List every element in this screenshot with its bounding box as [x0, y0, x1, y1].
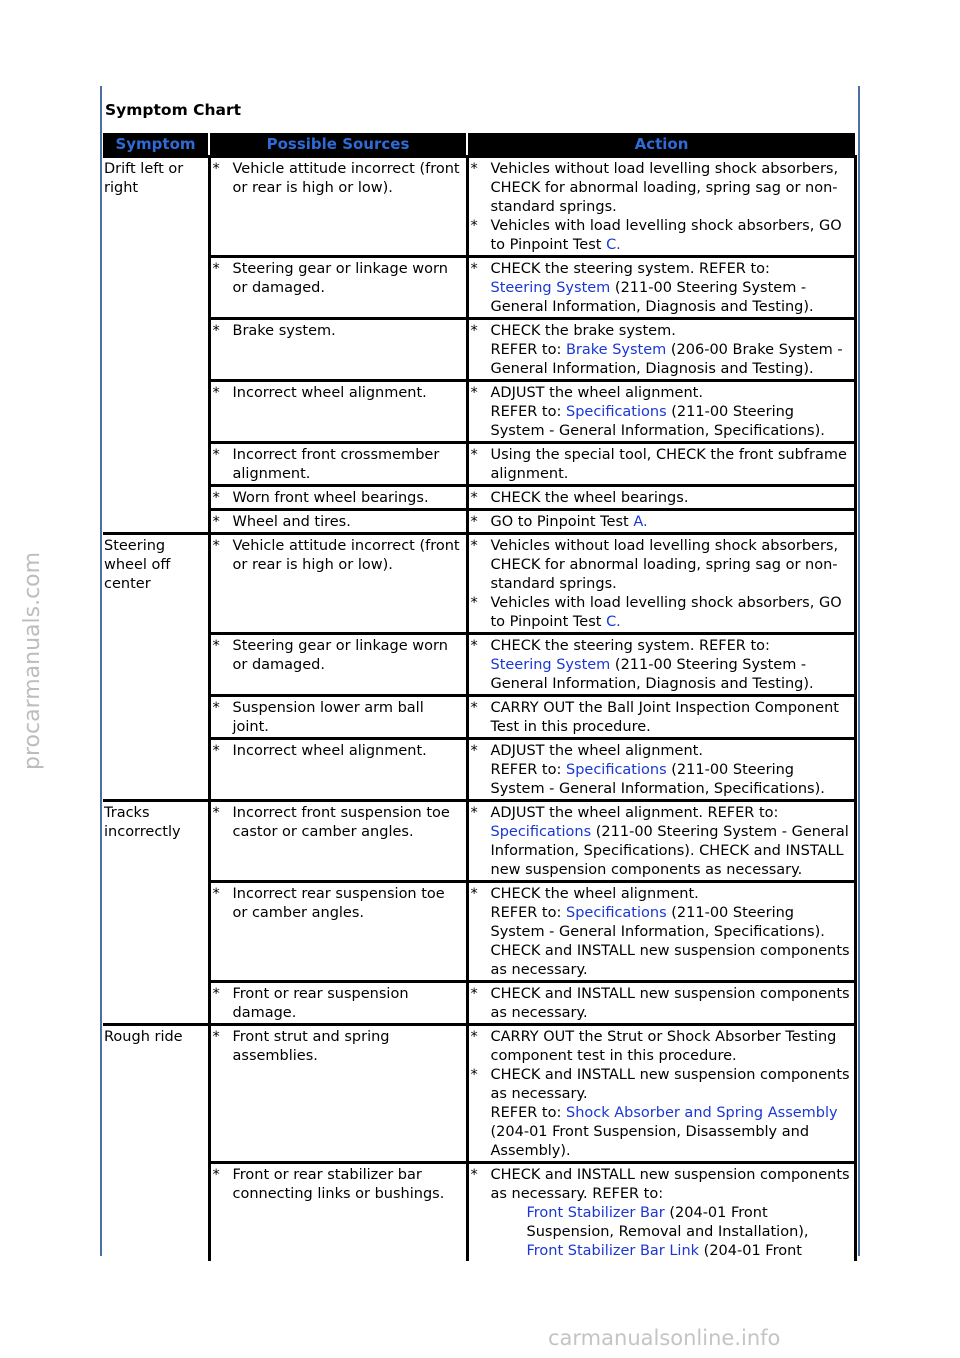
header-action: Action [467, 133, 855, 157]
source-cell: * Vehicle attitude incorrect (front or rear is high or low). [209, 534, 467, 634]
symptom-cell: Tracks incorrectly [103, 801, 209, 1025]
table-row [103, 510, 855, 534]
page-title: Symptom Chart [105, 101, 242, 119]
action-cell: * CHECK the wheel bearings. [467, 486, 855, 510]
action-cell: * CHECK the steering system. REFER to: Steering System (211-00 Steering System - General Information, Diagnosis and Testing). [467, 634, 855, 696]
specifications-link[interactable]: Specifications [490, 824, 592, 840]
table-row [103, 319, 855, 381]
table-row [103, 982, 855, 1025]
source-cell: * Wheel and tires. [209, 510, 467, 534]
shock-absorber-link[interactable]: Shock Absorber and Spring Assembly [565, 1105, 838, 1121]
table-row [103, 801, 855, 882]
source-cell: * Brake system. [209, 319, 467, 381]
side-watermark: procarmanuals.com [20, 551, 45, 770]
action-cell: * ADJUST the wheel alignment. REFER to: Specifications (211-00 Steering System - General Information, Specifications). CHECK and INSTALL new suspension components as necessary. [467, 801, 855, 882]
action-cell: * CHECK and INSTALL new suspension components as necessary. [467, 982, 855, 1025]
source-cell: * Steering gear or linkage worn or damaged. [209, 257, 467, 319]
source-cell: * Worn front wheel bearings. [209, 486, 467, 510]
table-row [103, 696, 855, 739]
action-cell: * CHECK the brake system. REFER to: Brake System (206-00 Brake System - General Information, Diagnosis and Testing). [467, 319, 855, 381]
action-cell: * Vehicles without load levelling shock absorbers, CHECK for abnormal loading, spring sag or non-standard springs. * Vehicles with load levelling shock absorbers, GO to Pinpoint Test C. [467, 534, 855, 634]
pinpoint-test-link[interactable]: C. [606, 237, 621, 253]
steering-system-link[interactable]: Steering System [490, 280, 611, 296]
action-cell: * Using the special tool, CHECK the front subframe alignment. [467, 443, 855, 486]
action-cell: * GO to Pinpoint Test A. [467, 510, 855, 534]
header-symptom: Symptom [103, 133, 209, 157]
source-cell: * Suspension lower arm ball joint. [209, 696, 467, 739]
source-cell: * Steering gear or linkage worn or damaged. [209, 634, 467, 696]
table-row [103, 534, 855, 634]
action-cell: * CHECK the wheel alignment. REFER to: Specifications (211-00 Steering System - General Information, Specifications). CHECK and INSTALL new suspension components as necessary. [467, 882, 855, 982]
source-cell: * Vehicle attitude incorrect (front or rear is high or low). [209, 157, 467, 257]
action-cell: * CARRY OUT the Ball Joint Inspection Component Test in this procedure. [467, 696, 855, 739]
page-left-rule [100, 86, 102, 1256]
symptom-cell: Steering wheel off center [103, 534, 209, 801]
pinpoint-test-link[interactable]: C. [606, 614, 621, 630]
table-row [103, 1025, 855, 1163]
table-row [103, 882, 855, 982]
source-cell: * Front or rear suspension damage. [209, 982, 467, 1025]
action-cell: * ADJUST the wheel alignment. REFER to: Specifications (211-00 Steering System - General Information, Specifications). [467, 381, 855, 443]
table-row [103, 257, 855, 319]
source-cell: * Incorrect wheel alignment. [209, 381, 467, 443]
specifications-link[interactable]: Specifications [565, 905, 667, 921]
steering-system-link[interactable]: Steering System [490, 657, 611, 673]
action-cell: * Vehicles without load levelling shock absorbers, CHECK for abnormal loading, spring sag or non-standard springs. * Vehicles with load levelling shock absorbers, GO to Pinpoint Test C. [467, 157, 855, 257]
source-cell: * Incorrect wheel alignment. [209, 739, 467, 801]
action-cell: * CARRY OUT the Strut or Shock Absorber Testing component test in this procedure. * CHECK and INSTALL new suspension components as necessary. REFER to: Shock Absorber and Spring Assembly (204-01 Front Suspension, Disassembly and Assembly). [467, 1025, 855, 1163]
symptom-cell: Rough ride [103, 1025, 209, 1262]
specifications-link[interactable]: Specifications [565, 404, 667, 420]
source-cell: * Front or rear stabilizer bar connecting links or bushings. [209, 1163, 467, 1262]
header-row [103, 133, 855, 157]
brake-system-link[interactable]: Brake System [565, 342, 667, 358]
symptom-chart [103, 133, 855, 1261]
action-cell: * CHECK the steering system. REFER to: Steering System (211-00 Steering System - General Information, Diagnosis and Testing). [467, 257, 855, 319]
table-row [103, 739, 855, 801]
source-cell: * Incorrect front suspension toe castor or camber angles. [209, 801, 467, 882]
symptom-cell: Drift left or right [103, 157, 209, 534]
bottom-watermark: carmanualsonline.info [548, 1326, 781, 1350]
source-cell: * Front strut and spring assemblies. [209, 1025, 467, 1163]
source-cell: * Incorrect front crossmember alignment. [209, 443, 467, 486]
table-row [103, 381, 855, 443]
pinpoint-test-link[interactable]: A. [633, 514, 648, 530]
table-row [103, 157, 855, 257]
table-row [103, 634, 855, 696]
table-row [103, 486, 855, 510]
front-stabilizer-bar-link-link[interactable]: Front Stabilizer Bar Link [526, 1243, 700, 1259]
table-row [103, 443, 855, 486]
source-cell: * Incorrect rear suspension toe or camber angles. [209, 882, 467, 982]
action-cell: * ADJUST the wheel alignment. REFER to: Specifications (211-00 Steering System - General Information, Specifications). [467, 739, 855, 801]
page-right-rule [858, 86, 860, 1256]
table-row [103, 1163, 855, 1262]
specifications-link[interactable]: Specifications [565, 762, 667, 778]
action-cell: * CHECK and INSTALL new suspension components as necessary. REFER to: Front Stabilizer Bar (204-01 Front Suspension, Removal and Installation), Front Stabilizer Bar Link (204-01 Front [467, 1163, 855, 1262]
header-sources: Possible Sources [209, 133, 467, 157]
front-stabilizer-bar-link[interactable]: Front Stabilizer Bar [526, 1205, 665, 1221]
